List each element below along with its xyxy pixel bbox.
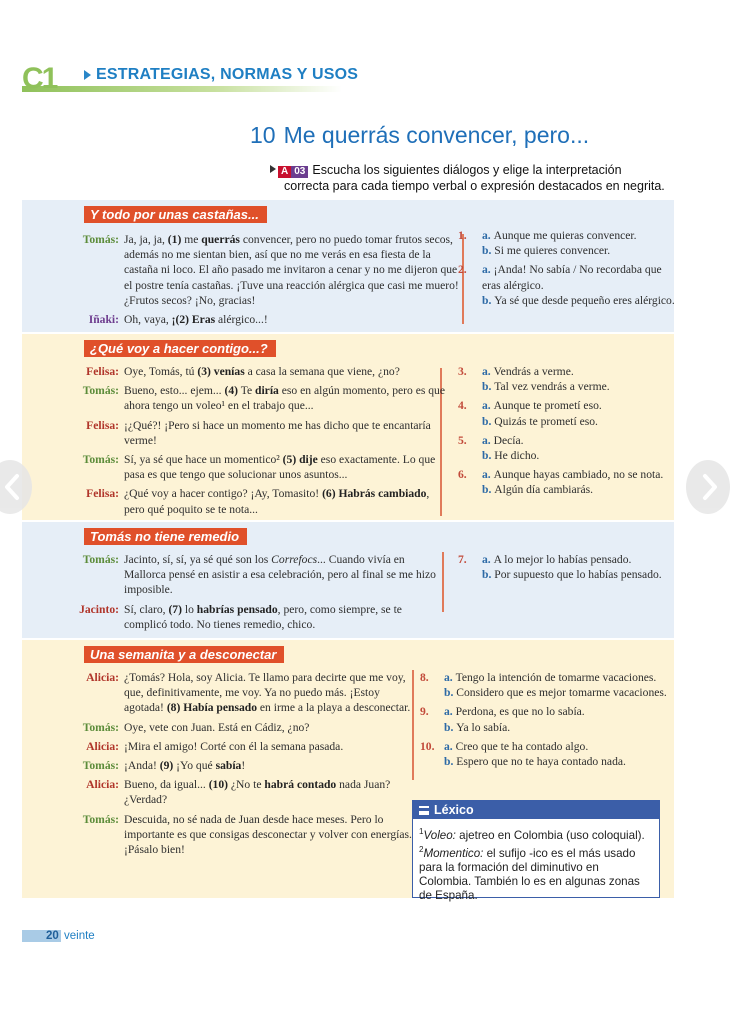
option-letter: b. (482, 244, 495, 258)
dialog-turn (79, 602, 444, 632)
option-text: Ya lo sabía. (456, 720, 511, 734)
dialog-text: Te (238, 384, 256, 398)
option-text: Decía. (493, 433, 524, 447)
triangle-icon (84, 70, 91, 80)
options (458, 552, 668, 582)
dialog-turn (82, 720, 412, 735)
option-text: Por supuesto que lo habías pensado. (494, 568, 662, 582)
dialog-block-1 (22, 200, 674, 332)
highlighted-phrase: diría (255, 384, 279, 398)
lexico-term: Voleo: (423, 828, 456, 842)
option-letter: b. (482, 293, 495, 307)
speaker-name: Tomás: (82, 720, 119, 734)
option-letter: a. (482, 468, 494, 482)
lexico-entry (419, 843, 653, 903)
option-text: Aunque hayas cambiado, no se nota. (493, 468, 664, 482)
option-text: Perdona, es que no lo sabía. (455, 705, 585, 719)
option-text: Aunque te prometí eso. (493, 399, 602, 413)
block-heading: Y todo por unas castañas... (84, 206, 267, 223)
level-logo: C1 (22, 62, 57, 95)
dialog-text: eso exactamente. Lo que pasa es que tengo que solucionar unos asuntos... (124, 453, 436, 482)
answer-option-a[interactable] (458, 364, 678, 379)
answer-option-a[interactable] (458, 552, 668, 567)
audio-badge[interactable]: A (278, 166, 291, 178)
dialog (79, 552, 444, 636)
highlighted-phrase: (6) Habrás cambiado (322, 487, 427, 501)
speaker-name: Alicia: (86, 778, 119, 792)
lexico-title: Léxico (434, 803, 474, 817)
dialog-text: Correfocs (271, 553, 318, 566)
answer-option-b[interactable] (458, 414, 678, 429)
answer-option-b[interactable] (458, 448, 678, 463)
option-letter: a. (482, 433, 494, 447)
dialog-text: Ja, ja, ja, (124, 233, 168, 246)
dialog-turn (82, 758, 412, 773)
block-heading: ¿Qué voy a hacer contigo...? (84, 340, 276, 357)
speaker-name: Iñaki: (88, 313, 119, 327)
answer-option-b[interactable] (458, 379, 678, 394)
option-text: Creo que te ha contado algo. (455, 739, 589, 753)
dialog-text: Sí, ya sé que hace un momentico² (124, 453, 283, 467)
answer-option-a[interactable] (458, 398, 678, 413)
highlighted-phrase: (4) (224, 384, 238, 398)
title-number: 10 (250, 122, 276, 148)
option-text: Tal vez vendrás a verme. (494, 380, 610, 394)
dialog-text: me (184, 233, 202, 246)
dialog-turn (82, 552, 444, 598)
answer-option-a[interactable] (420, 704, 680, 719)
answer-option-b[interactable] (458, 567, 668, 582)
dialog-text: ¿Tomás? Hola, soy Alicia. Te llamo para decirte que me voy, que, definitivamente, me voy. Ya no puedo más. ¡Estoy agotada! (124, 671, 406, 715)
option-letter: a. (444, 671, 456, 684)
dialog-text: Oye, Tomás, tú (124, 365, 198, 378)
answer-option-b[interactable] (458, 482, 678, 497)
option-text: Ya sé que desde pequeño eres alérgico. (494, 293, 675, 307)
answer-option-b[interactable] (458, 293, 678, 308)
chevron-left-icon (0, 472, 24, 502)
answer-option-b[interactable] (420, 754, 680, 769)
speaker-name: Tomás: (82, 233, 119, 246)
dialog-text: , pero, como siempre, se te complicó todo. No tienes remedio, chico. (124, 602, 402, 631)
page-footer (22, 930, 95, 942)
speaker-name: Tomás: (82, 759, 119, 773)
speaker-name: Felisa: (86, 418, 119, 432)
options (420, 670, 680, 769)
dialog-text: Jacinto, sí, sí, ya sé qué son los (124, 553, 272, 566)
dialog-turn (86, 670, 412, 716)
highlighted-phrase: querrás (201, 233, 240, 246)
highlighted-phrase: (5) dije (282, 453, 318, 467)
list-icon (419, 806, 429, 815)
dialog-text: Bueno, esto... ejem... (124, 384, 225, 398)
question-number: 10. (420, 739, 435, 753)
block-heading: Tomás no tiene remedio (84, 528, 247, 545)
dialog-text: Sí, claro, (124, 602, 169, 616)
divider (412, 670, 414, 780)
options (458, 228, 678, 308)
dialog-block-3 (22, 522, 674, 638)
header-bar (22, 86, 342, 92)
highlighted-phrase: (3) venías (197, 365, 245, 378)
chevron-right-icon (698, 472, 722, 502)
dialog-text: , pero qué poquito se te nota... (124, 487, 430, 516)
footnote-mark: 2 (419, 844, 424, 854)
option-text: Tengo la intención de tomarme vacaciones. (455, 671, 657, 684)
dialog-text: Oh, vaya, (124, 313, 172, 327)
dialog-text: nada Juan? ¿Verdad? (124, 778, 391, 807)
option-text: A lo mejor lo habías pensado. (493, 553, 632, 566)
chapter-header (22, 64, 442, 98)
option-letter: b. (444, 755, 457, 769)
speaker-name: Jacinto: (79, 602, 119, 616)
speaker-name: Tomás: (82, 453, 119, 467)
dialog-turn (86, 486, 450, 516)
option-letter: b. (482, 449, 495, 463)
highlighted-phrase: ¡(2) Eras (171, 313, 216, 327)
option-letter: b. (482, 414, 495, 428)
speaker-name: Alicia: (86, 739, 119, 753)
dialog-turn (86, 418, 450, 448)
highlighted-phrase: habrá contado (264, 778, 337, 792)
block-heading: Una semanita y a desconectar (84, 646, 284, 663)
highlighted-phrase: sabía (215, 759, 242, 773)
answer-option-a[interactable] (420, 670, 680, 685)
option-letter: b. (482, 568, 495, 582)
option-text: Aunque me quieras convencer. (493, 229, 637, 242)
option-letter: b. (482, 380, 495, 394)
speaker-name: Tomás: (82, 553, 119, 566)
dialog-text: lo (181, 602, 197, 616)
option-letter: b. (482, 483, 495, 497)
answer-option-a[interactable] (458, 467, 678, 482)
speaker-name: Alicia: (86, 671, 119, 684)
highlighted-phrase: (7) (168, 602, 182, 616)
option-text: Algún día cambiarás. (494, 483, 594, 497)
option-text: ¡Anda! No sabía / No recordaba que eras alérgico. (482, 263, 662, 292)
options (458, 364, 678, 498)
option-text: Quizás te prometí eso. (494, 414, 598, 428)
speaker-name: Tomás: (82, 384, 119, 398)
play-icon[interactable] (270, 165, 276, 173)
option-letter: a. (444, 705, 456, 719)
answer-option-b[interactable] (420, 685, 680, 700)
dialog-turn (88, 312, 464, 327)
speaker-name: Tomás: (82, 812, 119, 826)
question-number: 7. (458, 553, 467, 566)
dialog-text: ¡¿Qué?! ¡Pero si hace un momento me has dicho que te encantaría verme! (124, 418, 431, 447)
dialog (82, 670, 412, 861)
question-number: 6. (458, 468, 467, 482)
dialog-text: a casa la semana que viene, ¿no? (244, 365, 400, 378)
footnote-mark: 1 (419, 827, 424, 836)
question-number: 1. (458, 229, 467, 242)
dialog-block-2 (22, 334, 674, 520)
question-number: 4. (458, 399, 467, 413)
dialog (82, 232, 464, 331)
lexico-term: Momentico: (423, 846, 484, 860)
dialog-text: convencer, pero no puedo tomar frutos secos, además no me sientan bien, así que no me verás en esa fiesta de la castaña ni loco. El año pasado me invitaron a cenar y no me dijeron que el postre tenía castañas. ¡Tuve una reacción alérgica que casi me muero! ¿Frutos secos? ¡No, gracias! (124, 233, 459, 307)
dialog-turn (82, 232, 464, 308)
track-badge[interactable]: 03 (291, 166, 308, 178)
highlighted-phrase: (9) (159, 759, 174, 773)
lexico-box (412, 800, 660, 902)
lexico-body (413, 819, 659, 903)
option-text: Espero que no te haya contado nada. (456, 755, 626, 769)
dialog-turn (82, 383, 450, 413)
dialog-text: ! (241, 759, 246, 773)
option-text: Si me quieres convencer. (494, 244, 611, 258)
option-letter: a. (482, 229, 494, 242)
option-letter: a. (482, 365, 494, 378)
speaker-name: Felisa: (86, 365, 119, 378)
answer-option-a[interactable] (458, 433, 678, 448)
dialog-turn (82, 452, 450, 482)
question-number: 2. (458, 263, 467, 277)
dialog (82, 364, 450, 521)
answer-option-a[interactable] (458, 262, 678, 292)
answer-option-b[interactable] (420, 720, 680, 735)
option-letter: b. (444, 720, 457, 734)
lexico-definition: ajetreo en Colombia (uso coloquial). (455, 828, 645, 842)
page-word: veinte (64, 930, 95, 942)
highlighted-phrase: (1) (167, 233, 185, 246)
answer-option-a[interactable] (458, 228, 678, 243)
option-letter: b. (444, 686, 457, 700)
dialog-text: eso en algún momento, pero es que ahora tengo un voleo¹ en el trabajo que... (124, 384, 445, 413)
question-number: 9. (420, 705, 429, 719)
lexico-entry (419, 825, 653, 843)
option-letter: a. (482, 263, 494, 277)
dialog-turn (82, 812, 412, 858)
instruction-line-1: Escucha los siguientes diálogos y elige la interpretación (312, 163, 622, 177)
answer-option-a[interactable] (420, 739, 680, 754)
dialog-text: ¿Qué voy a hacer contigo? ¡Ay, Tomasito! (124, 487, 323, 501)
dialog-text: ¡Mira el amigo! Corté con él la semana pasada. (124, 739, 344, 753)
dialog-text: ¿No te (228, 778, 265, 792)
dialog-text: ... Cuando vivía en Mallorca pensé en asistir a esa celebración, pero al final se me hizo imposible. (124, 553, 436, 597)
answer-option-b[interactable] (458, 243, 678, 258)
highlighted-phrase: habrías pensado (196, 602, 278, 616)
lexico-definition: el sufijo -ico es el más usado para la formación del diminutivo en Colombia. También lo es en algunas zonas de España. (419, 846, 640, 902)
highlighted-phrase: (8) Había pensado (166, 701, 258, 715)
option-letter: a. (444, 739, 456, 753)
option-text: Considero que es mejor tomarme vacaciones. (456, 686, 667, 700)
dialog-text: alérgico...! (215, 313, 268, 327)
instruction (270, 162, 710, 194)
option-text: Vendrás a verme. (493, 365, 574, 378)
dialog-turn (86, 777, 412, 807)
highlighted-phrase: (10) (208, 778, 229, 792)
option-letter: a. (482, 399, 494, 413)
dialog-turn (86, 739, 412, 754)
title-text: Me querrás convencer, pero... (283, 122, 590, 148)
dialog-text: ¡Anda! (124, 759, 160, 773)
dialog-text: Oye, vete con Juan. Está en Cádiz, ¿no? (124, 720, 310, 734)
next-page-button[interactable] (686, 460, 730, 514)
instruction-line-2: correcta para cada tiempo verbal o expresión destacados en negrita. (284, 179, 665, 193)
question-number: 5. (458, 433, 467, 447)
dialog-text: en irme a la playa a desconectar. (257, 701, 411, 715)
section-label: ESTRATEGIAS, NORMAS Y USOS (96, 66, 359, 83)
option-letter: a. (482, 553, 494, 566)
speaker-name: Felisa: (86, 487, 119, 501)
dialog-text: ¡Yo qué (173, 759, 216, 773)
question-number: 3. (458, 365, 467, 378)
dialog-text: Bueno, da igual... (124, 778, 209, 792)
page-title (250, 122, 597, 149)
option-text: He dicho. (494, 449, 540, 463)
page-number: 20 (22, 930, 61, 942)
lexico-header (413, 801, 659, 819)
dialog-text: Descuida, no sé nada de Juan desde hace meses. Pero lo importante es que consigas desconectar y volver con energías. ¡Pásalo bien! (124, 812, 412, 857)
dialog-turn (86, 364, 450, 379)
question-number: 8. (420, 671, 429, 684)
